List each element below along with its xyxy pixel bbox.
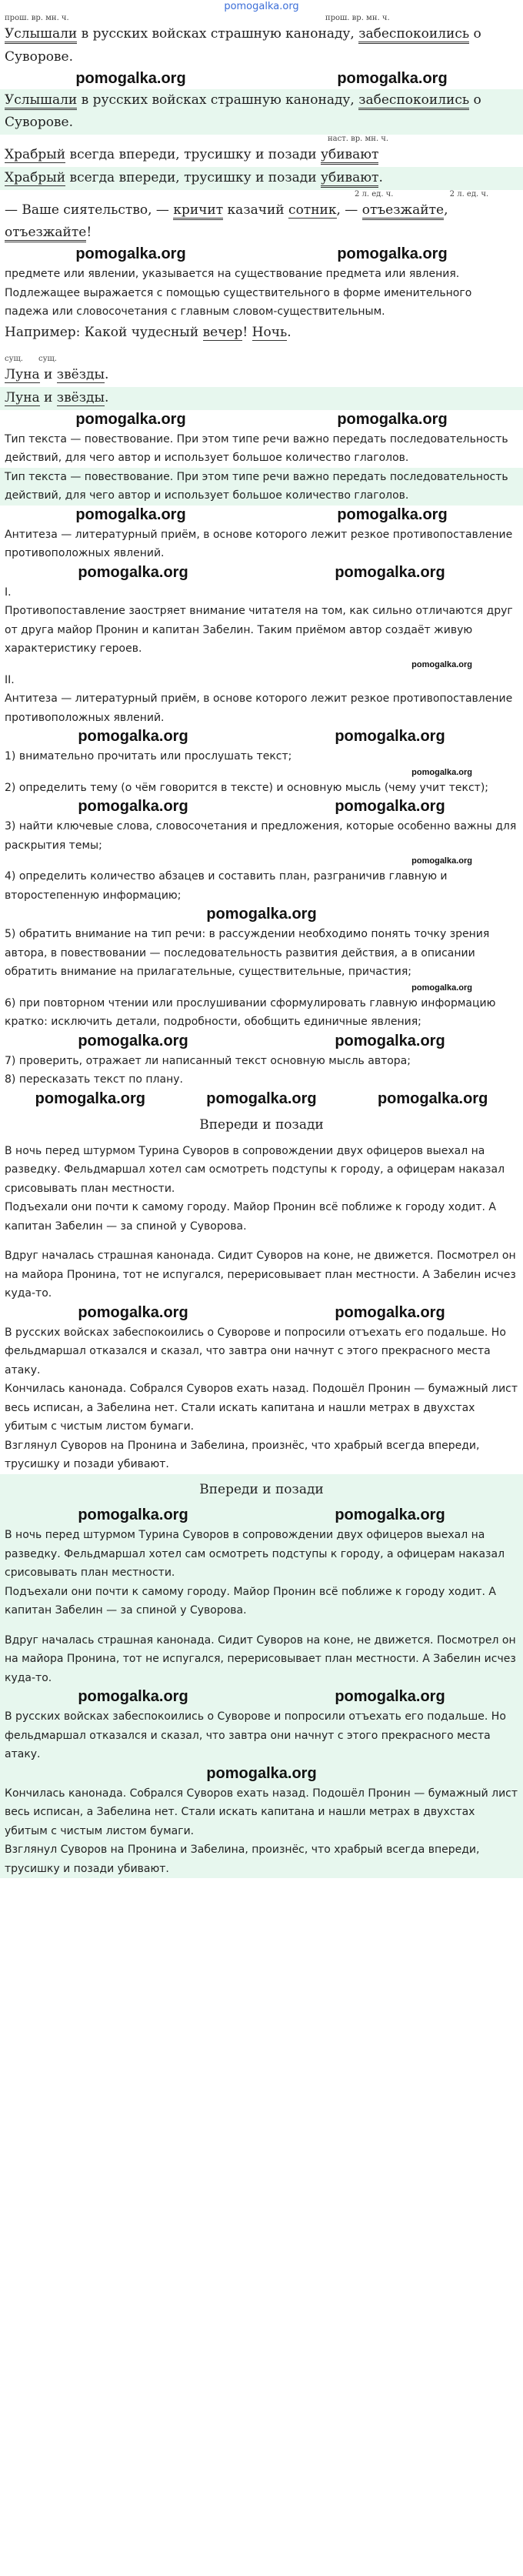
story-paragraph: В русских войсках забеспокоились о Суворове и попросили отъехать его подальше. Но фельдмаршал отказался и сказал, что завтра они начнут с этого прекрасного места атаку. — [5, 1710, 506, 1761]
annotation-row — [5, 14, 518, 23]
text: , — — [336, 202, 362, 218]
text: в русских войсках страшную канонаду, — [77, 26, 359, 42]
text: о Суворове. — [5, 26, 481, 65]
subject-definition — [0, 265, 523, 344]
predicate: Услышали — [5, 92, 77, 110]
list-item: 5) обратить внимание на тип речи: в рассуждении необходимо понять точку зрения автора, в повествовании — последовательность развития действия, а в описании обратить внимание на прилагательные, существительные, причастия; — [5, 928, 490, 979]
list-item: 1) внимательно прочитать или прослушать текст; — [5, 750, 292, 763]
annotation: прош. вр. мн. ч. — [325, 14, 390, 22]
paragraph: Антитеза — литературный приём, в основе которого лежит резкое противопоставление противоположных явлений. — [5, 528, 513, 560]
text-type-highlight — [0, 468, 523, 506]
subject: сотник — [288, 202, 337, 218]
list-item: 4) определить количество абзацев и составить план, разграничив главную и второстепенную информацию; — [5, 870, 448, 902]
annotation: наст. вр. мн. ч. — [328, 135, 389, 143]
antithesis-section — [0, 526, 523, 748]
grammar-sentence-1 — [0, 14, 523, 69]
predicate: забеспокоились — [358, 26, 469, 44]
story-paragraph: В ночь перед штурмом Турина Суворов в сопровождении двух офицеров выехал на разведку. Фельдмаршал хотел сам осмотреть подступы к городу, а офицерам наказал срисовывать план местности. — [5, 1529, 505, 1580]
predicate: кричит — [173, 202, 223, 220]
annotation: 2 л. ед. ч. — [355, 189, 394, 199]
paragraph: Тип текста — повествование. При этом типе речи важно передать последовательность действий, для чего автор и использует большое количество глаголов. — [5, 470, 508, 502]
subject: Храбрый — [5, 147, 66, 162]
watermark-row: pomogalka.org pomogalka.org — [75, 410, 448, 428]
text: в русских войсках страшную канонаду, — [77, 92, 359, 108]
steps-list: 1) внимательно прочитать или прослушать текст; pomogalka.org 2) определить тему (о чём говорится в тексте) и основную мысль (чему учит текст); pomogalka.org pomogalka.org 3) найти ключевые слова, словосочетания и предложения, которые особенно важны для раскрытия темы; pomogalka.org 4) определить количество абзацев и составить план, разграничив главную и второстепенную информацию; pomogalka.org 5) обратить внимание на тип речи: в рассуждении необходимо понять точку зрения автора, в повествовании — последовательность развития действия, а в описании обратить внимание на прилагательные, существительные, причастия; pomogalka.org 6) при повторном чтении или прослушивании сформулировать главную информацию кратко: исключить детали, подробности, обобщить единичные явления; pomogalka.org pomogalka.org 7) проверить, отражает ли написанный текст основную мысль автора; 8) пересказать текст по плану. pomogalka.org pomogalka.org pomogalka.org — [0, 747, 523, 1109]
paragraph: Противопоставление заостряет внимание читателя на том, как сильно отличаются друг от друга майор Пронин и капитан Забелин. Таким приёмом автор создаёт живую характеристику героев. — [5, 605, 513, 656]
watermark-row: pomogalka.org pomogalka.org — [78, 728, 445, 746]
list-item: 3) найти ключевые слова, словосочетания и предложения, которые особенно важны для раскрытия темы; — [5, 820, 517, 852]
story-paragraph: Взглянул Суворов на Пронина и Забелина, произнёс, что храбрый всегда впереди, трусишку и позади убивают. — [5, 1439, 480, 1470]
subject: Храбрый — [5, 169, 66, 185]
text: всегда впереди, трусишку и позади — [65, 169, 321, 185]
watermark-row: pomogalka.org pomogalka.org — [75, 506, 448, 523]
grammar-sentence-3 — [0, 190, 523, 245]
text-type — [0, 430, 523, 468]
grammar-sentence-2-highlight: Храбрый всегда впереди, трусишку и позади убивают. — [0, 167, 523, 190]
example-line: Например: Какой чудесный вечер! Ночь. — [5, 324, 291, 340]
watermark-row: pomogalka.org pomogalka.org — [78, 563, 445, 581]
paragraph: предмете или явлении, указывается на существование предмета или явления. Подлежащее выражается с помощью существительного в форме именительного падежа или словосочетания с главным словом-существительным. — [5, 268, 472, 318]
predicate: Услышали — [5, 26, 77, 44]
story-paragraph: Подъехали они почти к самому городу. Майор Пронин всё поближе к городу ходит. А капитан Забелин — за спиной у Суворова. — [5, 1201, 496, 1233]
annotation: 2 л. ед. ч. — [449, 189, 489, 199]
list-item: 6) при повторном чтении или прослушивании сформулировать главную информацию кратко: исключить детали, подробности, обобщить единичные явления; — [5, 996, 496, 1029]
story-paragraph: В русских войсках забеспокоились о Суворове и попросили отъехать его подальше. Но фельдмаршал отказался и сказал, что завтра они начнут с этого прекрасного места атаку. — [5, 1326, 506, 1376]
luna-example: сущ. сущ. Луна и звёзды. — [0, 355, 523, 387]
text: о Суворове. — [5, 92, 481, 131]
story-paragraph: Взглянул Суворов на Пронина и Забелина, произнёс, что храбрый всегда впереди, трусишку и позади убивают. — [5, 1844, 480, 1875]
text: ! — [86, 225, 92, 241]
watermark-row: pomogalka.org pomogalka.org — [75, 245, 448, 262]
predicate: убивают — [321, 170, 378, 188]
story-title: Впереди и позади — [199, 1116, 324, 1133]
story-paragraph: Подъехали они почти к самому городу. Майор Пронин всё поближе к городу ходит. А капитан Забелин — за спиной у Суворова. — [5, 1585, 496, 1617]
section-number: I. — [5, 586, 12, 599]
story-title: Впереди и позади — [199, 1481, 324, 1497]
story-paragraph: Вдруг началась страшная канонада. Сидит Суворов на коне, не движется. Посмотрел он на майора Пронина, тот не испугался, перерисовывает план местности. А Забелин исчез куда-то. — [5, 1250, 516, 1300]
predicate: убивают — [321, 147, 378, 165]
watermark-row: pomogalka.org pomogalka.org — [75, 69, 448, 87]
story-paragraph: Кончилась канонада. Собрался Суворов ехать назад. Подошёл Пронин — бумажный лист весь исписан, а Забелина нет. Стали искать капитана и нашли метрах в двухстах убитым с чистым листом бумаги. — [5, 1383, 518, 1433]
text: , — [444, 202, 448, 218]
section-number: II. — [5, 673, 15, 686]
story-paragraph: В ночь перед штурмом Турина Суворов в сопровождении двух офицеров выехал на разведку. Фельдмаршал хотел сам осмотреть подступы к городу, а офицерам наказал срисовывать план местности. — [5, 1144, 505, 1195]
predicate: отъезжайте — [5, 225, 86, 242]
annotation-row — [5, 190, 518, 199]
grammar-sentence-2 — [0, 135, 523, 167]
luna-example-highlight: Луна и звёзды. — [0, 387, 523, 410]
annotation: прош. вр. мн. ч. — [5, 14, 69, 22]
grammar-sentence-1-highlight — [0, 89, 523, 135]
watermark-row: pomogalka.org — [411, 659, 472, 669]
annotation-row: сущ. сущ. — [5, 355, 57, 364]
paragraph: Тип текста — повествование. При этом типе речи важно передать последовательность действий, для чего автор и использует большое количество глаголов. — [5, 432, 508, 465]
subject: Луна — [5, 367, 40, 383]
list-item: 8) пересказать текст по плану. — [5, 1073, 183, 1086]
subject: звёзды — [56, 367, 105, 383]
paragraph: Антитеза — литературный приём, в основе которого лежит резкое противопоставление противоположных явлений. — [5, 692, 513, 724]
predicate: забеспокоились — [358, 92, 469, 110]
list-item: 7) проверить, отражает ли написанный текст основную мысль автора; — [5, 1054, 411, 1067]
story-highlight: Впереди и позади pomogalka.org pomogalka.org В ночь перед штурмом Турина Суворов в сопровождении двух офицеров выехал на разведку. Фельдмаршал хотел сам осмотреть подступы к городу, а офицерам наказал срисовывать план местности. Подъехали они почти к самому городу. Майор Пронин всё поближе к городу ходит. А капитан Забелин — за спиной у Суворова. Вдруг началась страшная канонада. Сидит Суворов на коне, не движется. Посмотрел он на майора Пронина, тот не испугался, перерисовывает план местности. А Забелин исчез куда-то. pomogalka.org pomogalka.org В русских войсках забеспокоились о Суворове и попросили отъехать его подальше. Но фельдмаршал отказался и сказал, что завтра они начнут с этого прекрасного места атаку. pomogalka.org Кончилась канонада. Собрался Суворов ехать назад. Подошёл Пронин — бумажный лист весь исписан, а Забелина нет. Стали искать капитана и нашли метрах в двухстах убитым с чистым листом бумаги. Взглянул Суворов на Пронина и Забелина, произнёс, что храбрый всегда впереди, трусишку и позади убивают. — [0, 1474, 523, 1879]
predicate: отъезжайте — [362, 202, 444, 220]
text: всегда впереди, трусишку и позади — [65, 147, 321, 162]
top-watermark: pomogalka.org — [224, 1, 299, 12]
text: — Ваше сиятельство, — — [5, 202, 174, 218]
story-paragraph: Вдруг началась страшная канонада. Сидит Суворов на коне, не движется. Посмотрел он на майора Пронина, тот не испугался, перерисовывает план местности. А Забелин исчез куда-то. — [5, 1633, 516, 1684]
story: Впереди и позади В ночь перед штурмом Турина Суворов в сопровождении двух офицеров выехал на разведку. Фельдмаршал хотел сам осмотреть подступы к городу, а офицерам наказал срисовывать план местности. Подъехали они почти к самому городу. Майор Пронин всё поближе к городу ходит. А капитан Забелин — за спиной у Суворова. Вдруг началась страшная канонада. Сидит Суворов на коне, не движется. Посмотрел он на майора Пронина, тот не испугался, перерисовывает план местности. А Забелин исчез куда-то. pomogalka.org pomogalka.org В русских войсках забеспокоились о Суворове и попросили отъехать его подальше. Но фельдмаршал отказался и сказал, что завтра они начнут с этого прекрасного места атаку. Кончилась канонада. Собрался Суворов ехать назад. Подошёл Пронин — бумажный лист весь исписан, а Забелина нет. Стали искать капитана и нашли метрах в двухстах убитым с чистым листом бумаги. Взглянул Суворов на Пронина и Забелина, произнёс, что храбрый всегда впереди, трусишку и позади убивают. — [0, 1109, 523, 1474]
list-item: 2) определить тему (о чём говорится в тексте) и основную мысль (чему учит текст); — [5, 781, 489, 794]
text: казачий — [223, 202, 289, 218]
story-paragraph: Кончилась канонада. Собрался Суворов ехать назад. Подошёл Пронин — бумажный лист весь исписан, а Забелина нет. Стали искать капитана и нашли метрах в двухстах убитым с чистым листом бумаги. — [5, 1787, 518, 1837]
